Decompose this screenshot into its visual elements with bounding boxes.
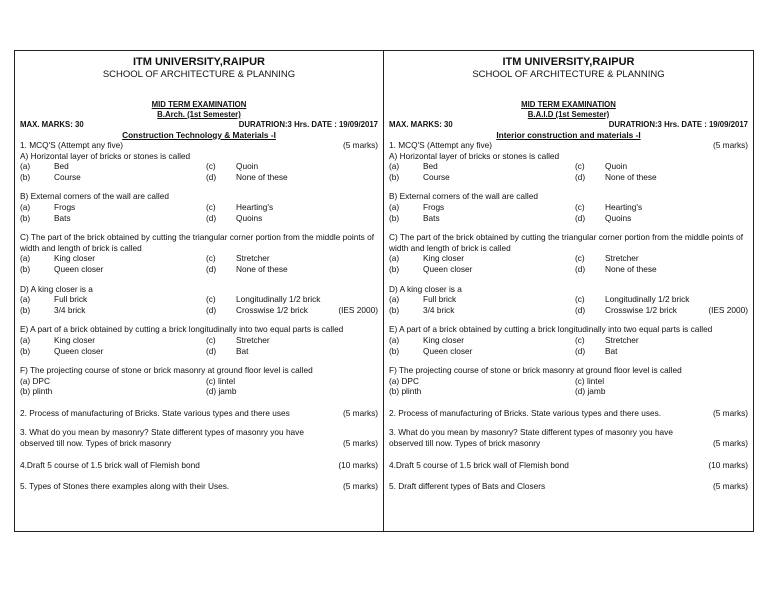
question-4	[389, 460, 748, 471]
option-text: Stretcher	[605, 334, 639, 345]
option-text: Full brick	[54, 294, 88, 305]
option-text: Bats	[54, 212, 71, 223]
question-1-header	[389, 140, 748, 151]
question-f: F) The projecting course of stone or brick masonry at ground floor level is called	[20, 365, 313, 376]
option-text: Quoin	[236, 161, 259, 172]
paper-right	[384, 51, 753, 531]
option-letter: (c)	[206, 161, 216, 172]
exam-meta-row	[20, 120, 378, 130]
option-letter: (d)	[206, 212, 217, 223]
question-4	[20, 460, 378, 471]
spacer	[389, 223, 748, 232]
option-letter: (c)	[575, 161, 585, 172]
duration-date: DURATRION:3 Hrs. DATE : 19/09/2017	[608, 120, 748, 129]
option-letter: (a)	[20, 334, 31, 345]
exam-meta-row	[389, 120, 748, 130]
option-text: King closer	[423, 334, 465, 345]
option-letter: (b)	[389, 171, 400, 182]
option-text: Queen closer	[54, 263, 104, 274]
option-letter: (c)	[575, 253, 585, 264]
university-title: ITM UNIVERSITY,RAIPUR	[132, 56, 265, 68]
option-text: (c) lintel	[575, 375, 605, 386]
source-note: (IES 2000)	[338, 304, 378, 315]
spacer	[20, 418, 378, 427]
mcq-options	[389, 161, 748, 182]
option-text: King closer	[54, 253, 96, 264]
spacer	[20, 449, 378, 458]
spacer	[20, 315, 378, 324]
option-text: Queen closer	[423, 345, 473, 356]
subject-title: Construction Technology & Materials -I	[122, 130, 276, 140]
option-text: 3/4 brick	[54, 304, 86, 315]
question-3-text: observed till now. Types of brick masonry	[389, 438, 541, 449]
mcq-options	[389, 294, 748, 315]
mcq-options	[20, 335, 378, 356]
option-text: Full brick	[423, 294, 457, 305]
mcq-question: A) Horizontal layer of bricks or stones is called	[389, 150, 560, 161]
option-letter: (c)	[206, 201, 216, 212]
option-text: Bed	[54, 161, 69, 172]
question-3-line2	[20, 438, 378, 449]
mcq-question: D) A king closer is a	[20, 283, 93, 294]
question-f-options	[389, 376, 748, 397]
option-text: Crosswise 1/2 brick	[605, 304, 677, 315]
spacer	[389, 182, 748, 191]
option-text: Stretcher	[236, 253, 270, 264]
source-note: (IES 2000)	[708, 304, 748, 315]
option-letter: (c)	[206, 253, 216, 264]
spacer	[389, 449, 748, 458]
option-text: Bed	[423, 161, 438, 172]
option-letter: (b)	[389, 212, 400, 223]
question-f-options	[20, 376, 378, 397]
mcq-question: E) A part of a brick obtained by cutting a brick longitudinally into two equal parts is called	[389, 324, 713, 335]
question-5	[20, 481, 378, 492]
option-with-note	[236, 305, 378, 316]
mcq-question: B) External corners of the wall are called	[20, 191, 169, 202]
option-text: Stretcher	[605, 253, 639, 264]
option-letter: (a)	[389, 294, 400, 305]
option-letter: (d)	[575, 171, 586, 182]
mcq-question: E) A part of a brick obtained by cutting a brick longitudinally into two equal parts is called	[20, 324, 344, 335]
option-text: None of these	[605, 171, 657, 182]
question-5-text: 5. Draft different types of Bats and Closers	[389, 481, 546, 492]
option-text: (c) lintel	[206, 375, 236, 386]
question-2	[20, 408, 378, 419]
option-text: King closer	[423, 253, 465, 264]
option-text: Quoins	[605, 212, 632, 223]
spacer	[20, 470, 378, 479]
option-text: Course	[423, 171, 450, 182]
option-text: Bat	[605, 345, 618, 356]
option-letter: (b)	[20, 263, 31, 274]
option-text: None of these	[236, 263, 288, 274]
option-text: Bat	[236, 345, 249, 356]
question-1-title: 1. MCQ'S (Attempt any five)	[20, 140, 124, 150]
exam-sheet	[14, 50, 754, 532]
option-letter: (b)	[389, 263, 400, 274]
subject-title: Interior construction and materials -I	[496, 130, 641, 140]
option-with-note	[605, 305, 748, 316]
mcq-question: D) A king closer is a	[389, 283, 462, 294]
option-letter: (b)	[20, 171, 31, 182]
question-5-marks: (5 marks)	[712, 481, 748, 492]
option-letter: (d)	[206, 345, 217, 356]
spacer	[20, 356, 378, 365]
question-5-marks: (5 marks)	[342, 481, 378, 492]
option-letter: (a)	[20, 253, 31, 264]
mcq-question: B) External corners of the wall are called	[389, 191, 538, 202]
question-3-text: observed till now. Types of brick masonry	[20, 438, 172, 449]
option-text: None of these	[605, 263, 657, 274]
option-letter: (d)	[206, 171, 217, 182]
mcq-options	[389, 253, 748, 274]
option-letter: (b)	[389, 345, 400, 356]
option-letter: (b)	[20, 345, 31, 356]
spacer	[389, 470, 748, 479]
spacer	[20, 223, 378, 232]
question-3-line1: 3. What do you mean by masonry? State different types of masonry you have	[20, 427, 304, 438]
option-text: Queen closer	[423, 263, 473, 274]
question-1-marks: (5 marks)	[712, 140, 748, 150]
question-5-text: 5. Types of Stones there examples along with their Uses.	[20, 481, 230, 492]
option-letter: (a)	[20, 201, 31, 212]
option-letter: (b)	[20, 304, 31, 315]
option-letter: (c)	[575, 201, 585, 212]
school-name: SCHOOL OF ARCHITECTURE & PLANNING	[472, 69, 665, 80]
mcq-options	[20, 161, 378, 182]
option-text: Course	[54, 171, 81, 182]
option-letter: (c)	[206, 294, 216, 305]
question-2	[389, 408, 748, 419]
exam-title: MID TERM EXAMINATION	[151, 100, 247, 109]
programme-label: B.Arch. (1st Semester)	[157, 110, 241, 119]
university-title: ITM UNIVERSITY,RAIPUR	[502, 56, 635, 68]
max-marks: MAX. MARKS: 30	[20, 120, 84, 129]
question-5	[389, 481, 748, 492]
option-text: Quoins	[236, 212, 263, 223]
question-4-marks: (10 marks)	[338, 459, 378, 470]
option-text: Bats	[423, 212, 440, 223]
option-letter: (a)	[389, 334, 400, 345]
question-3-marks: (5 marks)	[712, 438, 748, 449]
question-2-marks: (5 marks)	[342, 407, 378, 418]
question-2-text: 2. Process of manufacturing of Bricks. State various types and there uses.	[389, 407, 662, 418]
option-text: Longitudinally 1/2 brick	[605, 294, 690, 305]
school-name: SCHOOL OF ARCHITECTURE & PLANNING	[102, 69, 296, 80]
question-1-header	[20, 140, 378, 151]
option-letter: (c)	[575, 294, 585, 305]
max-marks: MAX. MARKS: 30	[389, 120, 453, 129]
option-letter: (d)	[575, 263, 586, 274]
option-letter: (d)	[206, 263, 217, 274]
option-text: (a) DPC	[20, 375, 50, 386]
option-text: (d) jamb	[575, 386, 606, 397]
question-2-text: 2. Process of manufacturing of Bricks. State various types and there uses	[20, 407, 290, 418]
spacer	[389, 418, 748, 427]
option-letter: (c)	[206, 334, 216, 345]
mcq-question: A) Horizontal layer of bricks or stones is called	[20, 150, 191, 161]
option-letter: (a)	[389, 253, 400, 264]
option-text: Frogs	[54, 201, 76, 212]
spacer	[20, 275, 378, 284]
question-3-line2	[389, 438, 748, 449]
option-text: Longitudinally 1/2 brick	[236, 294, 321, 305]
programme-label: B.A.I.D (1st Semester)	[527, 110, 610, 119]
option-text: 3/4 brick	[423, 304, 455, 315]
paper-left	[15, 51, 384, 531]
option-letter: (d)	[575, 345, 586, 356]
spacer	[389, 315, 748, 324]
option-text: (d) jamb	[206, 386, 237, 397]
option-letter: (a)	[389, 201, 400, 212]
question-4-text: 4.Draft 5 course of 1.5 brick wall of Flemish bond	[389, 459, 569, 470]
option-text: Frogs	[423, 201, 445, 212]
question-1-marks: (5 marks)	[342, 140, 378, 150]
exam-title: MID TERM EXAMINATION	[521, 100, 616, 109]
option-text: King closer	[54, 334, 96, 345]
question-3-marks: (5 marks)	[342, 438, 378, 449]
mcq-options	[20, 294, 378, 315]
mcq-question: C) The part of the brick obtained by cutting the triangular corner portion from the middle points of width and length of brick is called	[20, 232, 375, 253]
option-text: None of these	[236, 171, 288, 182]
question-1-title: 1. MCQ'S (Attempt any five)	[389, 140, 493, 150]
option-text: Stretcher	[236, 334, 270, 345]
option-text: Hearting's	[236, 201, 274, 212]
question-4-marks: (10 marks)	[708, 459, 748, 470]
option-letter: (a)	[20, 161, 31, 172]
option-letter: (d)	[206, 304, 217, 315]
mcq-question: C) The part of the brick obtained by cutting the triangular corner portion from the middle points of width and length of brick is called	[389, 232, 744, 253]
spacer	[389, 275, 748, 284]
option-letter: (a)	[389, 161, 400, 172]
option-letter: (b)	[389, 304, 400, 315]
option-text: Quoin	[605, 161, 628, 172]
option-text: Queen closer	[54, 345, 104, 356]
question-f: F) The projecting course of stone or brick masonry at ground floor level is called	[389, 365, 682, 376]
option-text: (b) plinth	[389, 386, 422, 397]
option-text: Crosswise 1/2 brick	[236, 304, 308, 315]
spacer	[389, 356, 748, 365]
question-4-text: 4.Draft 5 course of 1.5 brick wall of Flemish bond	[20, 459, 200, 470]
mcq-options	[389, 202, 748, 223]
question-2-marks: (5 marks)	[712, 407, 748, 418]
spacer	[20, 397, 378, 406]
option-letter: (c)	[575, 334, 585, 345]
question-3-line1: 3. What do you mean by masonry? State different types of masonry you have	[389, 427, 673, 438]
spacer	[20, 182, 378, 191]
option-letter: (d)	[575, 304, 586, 315]
option-letter: (b)	[20, 212, 31, 223]
option-text: (a) DPC	[389, 375, 419, 386]
mcq-options	[20, 253, 378, 274]
spacer	[389, 397, 748, 406]
option-text: Hearting's	[605, 201, 643, 212]
mcq-options	[20, 202, 378, 223]
option-letter: (a)	[20, 294, 31, 305]
duration-date: DURATRION:3 Hrs. DATE : 19/09/2017	[238, 120, 378, 129]
mcq-options	[389, 335, 748, 356]
option-letter: (d)	[575, 212, 586, 223]
option-text: (b) plinth	[20, 386, 53, 397]
